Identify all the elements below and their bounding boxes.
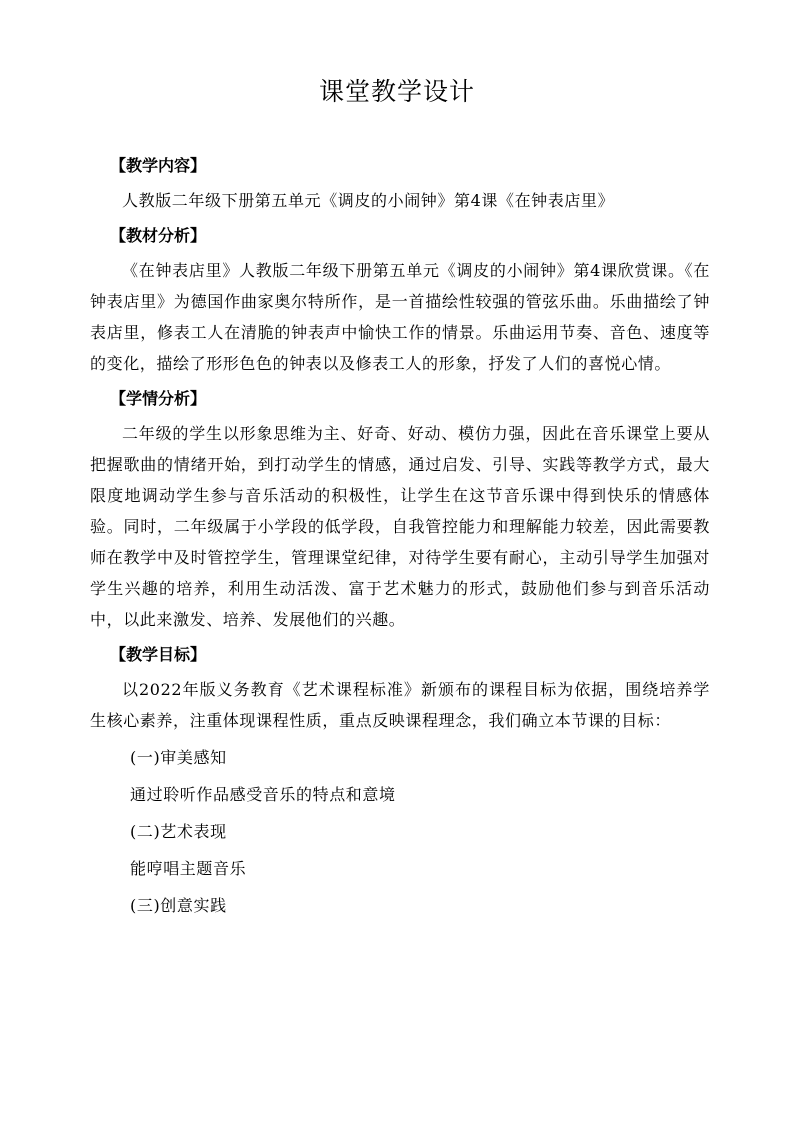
- goal-item-detail: 能哼唱主题音乐: [130, 859, 247, 878]
- section-material-analysis: [90, 220, 710, 379]
- page-title: 课堂教学设计: [318, 77, 475, 106]
- section-student-analysis: [90, 383, 710, 635]
- document-body: [90, 150, 710, 921]
- section-teaching-content: [90, 150, 710, 216]
- section-teaching-goals: [90, 639, 710, 921]
- goal-item-label: (三)创意实践: [130, 896, 227, 915]
- section-heading-teaching-goals: 【教学目标】: [110, 645, 207, 664]
- goal-item-label: (一)审美感知: [130, 748, 227, 767]
- section-text-student-analysis: 二年级的学生以形象思维为主、好奇、好动、模仿力强，因此在音乐课堂上要从把握歌曲的情绪开始，到打动学生的情感，通过启发、引导、实践等教学方式，最大限度地调动学生参与音乐活动的积极性，让学生在这节音乐课中得到快乐的情感体验。同时，二年级属于小学段的低学段，自我管控能力和理解能力较差，因此需要教师在教学中及时管控学生，管理课堂纪律，对待学生要有耐心，主动引导学生加强对学生兴趣的培养，利用生动活泼、富于艺术魅力的形式，鼓励他们参与到音乐活动中，以此来激发、培养、发展他们的兴趣。: [90, 424, 710, 629]
- section-heading-teaching-content: 【教学内容】: [110, 156, 207, 175]
- section-heading-student-analysis: 【学情分析】: [110, 389, 207, 408]
- section-text-material-analysis: 《在钟表店里》人教版二年级下册第五单元《调皮的小闹钟》第4课欣赏课。《在钟表店里》为德国作曲家奥尔特所作，是一首描绘性较强的管弦乐曲。乐曲描绘了钟表店里，修表工人在清脆的钟表声中愉快工作的情景。乐曲运用节奏、音色、速度等的变化，描绘了形形色色的钟表以及修表工人的形象，抒发了人们的喜悦心情。: [90, 261, 710, 373]
- section-heading-material-analysis: 【教材分析】: [110, 226, 207, 245]
- section-text-teaching-goals: 以2022年版义务教育《艺术课程标准》新颁布的课程目标为依据，围绕培养学生核心素养，注重体现课程性质，重点反映课程理念，我们确立本节课的目标：: [90, 680, 710, 730]
- goal-item-label: (二)艺术表现: [130, 822, 227, 841]
- section-text-teaching-content: 人教版二年级下册第五单元《调皮的小闹钟》第4课《在钟表店里》: [122, 191, 615, 210]
- goal-item-detail: 通过聆听作品感受音乐的特点和意境: [130, 785, 396, 804]
